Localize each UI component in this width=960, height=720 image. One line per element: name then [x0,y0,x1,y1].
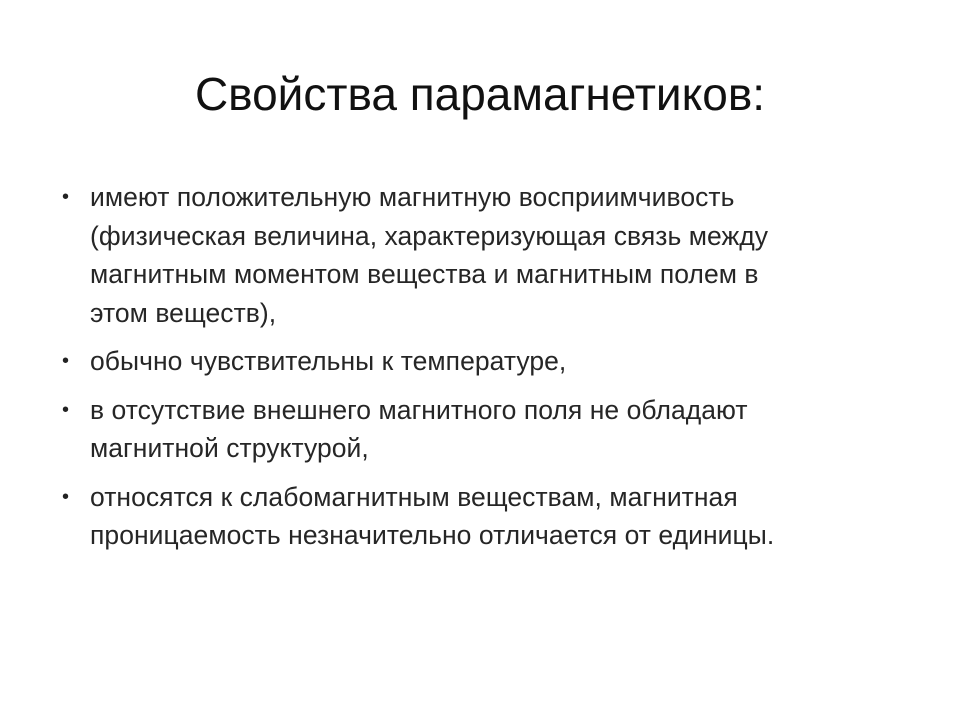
bullet-icon: • [62,350,70,372]
bullet-text [90,391,892,468]
bullet-text [90,178,892,332]
bullet-line: магнитной структурой, [90,433,369,463]
bullet-text [90,342,892,381]
bullet-text [90,478,892,555]
bullet-line: этом веществ), [90,297,277,328]
bullet-line: магнитным моментом вещества и магнитным полем в [90,259,759,289]
bullet-item [62,478,892,555]
bullet-line: (физическая величина, характеризующая связь между [90,220,769,251]
bullet-line: в отсутствие внешнего магнитного поля не обладают [90,394,748,425]
bullet-item [62,178,892,332]
bullet-icon: • [62,186,70,208]
bullet-icon: • [62,485,70,508]
bullet-line: обычно чувствительны к температуре, [90,346,567,376]
bullet-icon: • [62,398,70,421]
bullet-item [62,391,892,468]
slide-title: Свойства парамагнетиков: [194,68,766,120]
bullet-line: имеют положительную магнитную восприимчивость [90,182,735,212]
bullet-list [62,178,892,565]
bullet-line: относятся к слабомагнитным веществам, магнитная [90,481,738,512]
bullet-item [62,342,892,381]
bullet-line: проницаемость незначительно отличается от единицы. [90,520,775,550]
